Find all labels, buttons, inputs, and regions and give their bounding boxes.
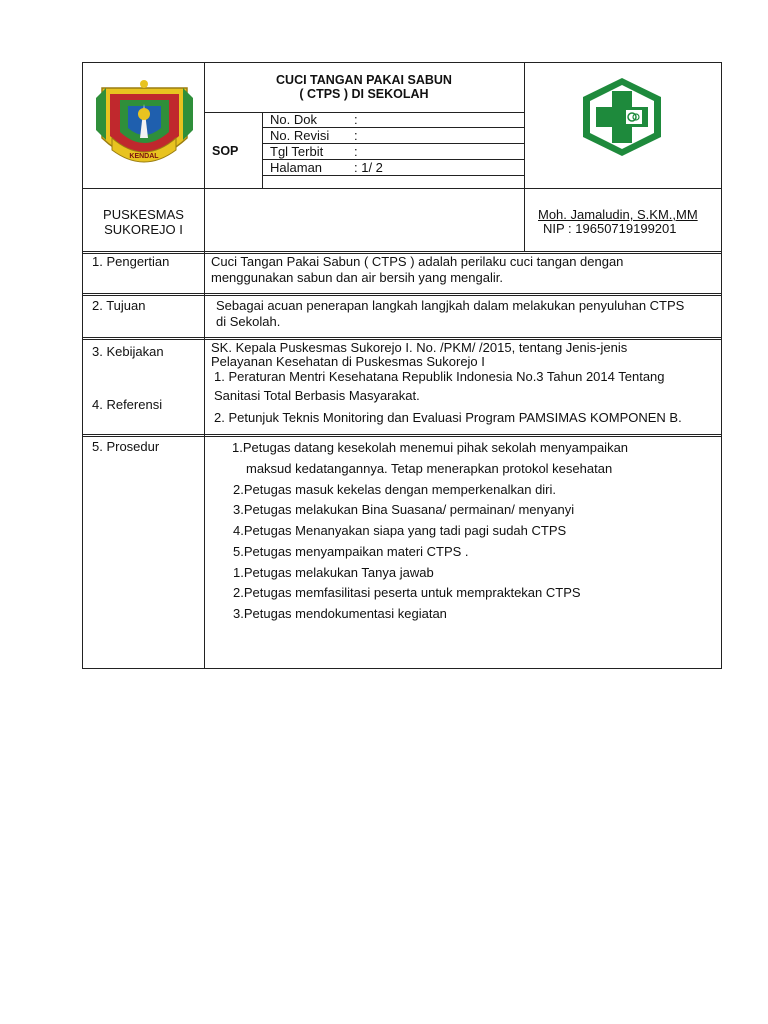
signer-nip: NIP : 19650719199201 [543,221,677,236]
doc-title-line2: ( CTPS ) DI SEKOLAH [299,87,429,101]
meta-value-no-revisi: : [354,128,358,143]
procedure-step: 2.Petugas masuk kekelas dengan memperkenalkan diri. [233,482,557,497]
section-label-kebijakan: 3. Kebijakan [92,344,164,359]
procedure-step: 1.Petugas datang kesekolah menemui pihak sekolah menyampaikan [232,440,629,455]
kendal-crest-logo [92,78,197,174]
procedure-step: 3.Petugas melakukan Bina Suasana/ permainan/ menyanyi [233,502,575,517]
sop-label: SOP [212,144,239,158]
section-label-prosedur: 5. Prosedur [92,439,160,454]
signer-name: Moh. Jamaludin, S.KM.,MM [538,207,698,222]
meta-value-halaman: : 1/ 2 [354,160,383,175]
procedure-step: 5.Petugas menyampaikan materi CTPS . [233,544,469,559]
procedure-step: 2.Petugas memfasilitasi peserta untuk mempraktekan CTPS [233,585,581,600]
section-text-line: Sanitasi Total Berbasis Masyarakat. [214,388,420,403]
procedure-step: 3.Petugas mendokumentasi kegiatan [233,606,447,621]
section-text-line: 1. Peraturan Mentri Kesehatana Republik Indonesia No.3 Tahun 2014 Tentang [214,369,665,384]
health-cross-logo [581,76,663,158]
section-text-line: Cuci Tangan Pakai Sabun ( CTPS ) adalah perilaku cuci tangan dengan [211,254,624,269]
section-label-tujuan: 2. Tujuan [92,298,146,313]
org-name-line1: PUSKESMAS [103,207,184,222]
section-text-line: SK. Kepala Puskesmas Sukorejo I. No. /PKM/ /2015, tentang Jenis-jenis [211,340,628,355]
meta-label-no-dok: No. Dok [270,112,317,127]
section-label-pengertian: 1. Pengertian [92,254,170,269]
org-name-line2: SUKOREJO I [104,222,183,237]
section-text-line: Sebagai acuan penerapan langkah langjkah dalam melakukan penyuluhan CTPS [216,298,685,313]
meta-value-tgl-terbit: : [354,144,358,159]
doc-title-line1: CUCI TANGAN PAKAI SABUN [276,73,452,87]
section-text-line: di Sekolah. [216,314,281,329]
meta-label-halaman: Halaman [270,160,323,175]
meta-value-no-dok: : [354,112,358,127]
procedure-step: 1.Petugas melakukan Tanya jawab [233,565,434,580]
section-text-line: 2. Petunjuk Teknis Monitoring dan Evaluasi Program PAMSIMAS KOMPONEN B. [214,410,682,425]
section-label-referensi: 4. Referensi [92,397,163,412]
procedure-step: 4.Petugas Menanyakan siapa yang tadi pagi sudah CTPS [233,523,567,538]
procedure-step: maksud kedatangannya. Tetap menerapkan protokol kesehatan [246,461,613,476]
crest-lettering: KENDAL [129,153,159,160]
meta-label-no-revisi: No. Revisi [270,128,330,143]
meta-label-tgl-terbit: Tgl Terbit [270,144,324,159]
section-text-line: Pelayanan Kesehatan di Puskesmas Sukorejo I [211,354,485,369]
section-text-line: menggunakan sabun dan air bersih yang mengalir. [211,270,503,285]
